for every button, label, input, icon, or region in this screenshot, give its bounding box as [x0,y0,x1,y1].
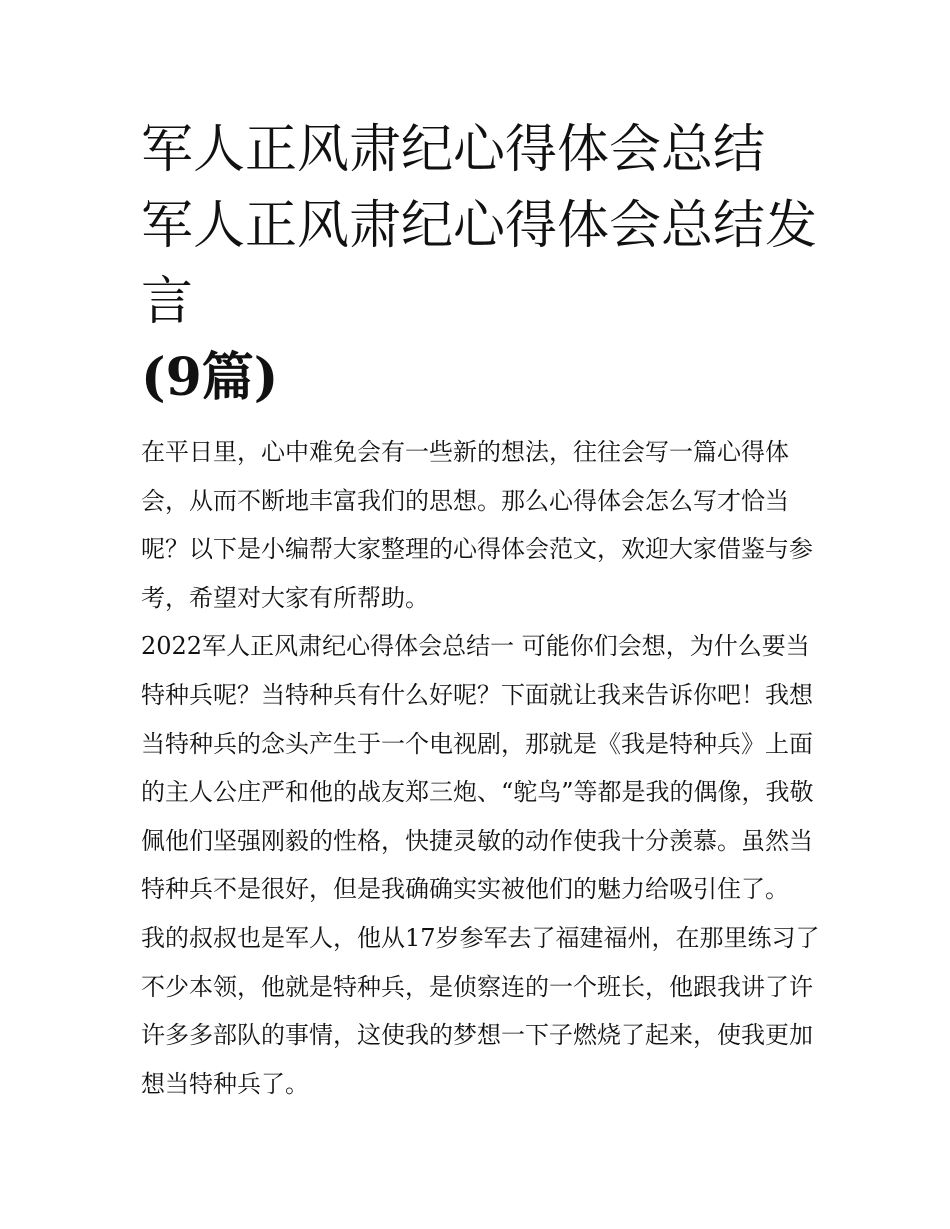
document-title [141,112,821,416]
paragraph-first: 2022军人正风肃纪心得体会总结一 可能你们会想，为什么要当特种兵呢？当特种兵有什么好呢？下面就让我来告诉你吧！我想当特种兵的念头产生于一个电视剧，那就是《我是特种兵》上面的主人公庄严和他的战友郑三炮、“鸵鸟”等都是我的偶像，我敬佩他们坚强刚毅的性格，快捷灵敏的动作使我十分羡慕。虽然当特种兵不是很好，但是我确确实实被他们的魅力给吸引住了。 [141,632,814,904]
paragraph-intro: 在平日里，心中难免会有一些新的想法，往往会写一篇心得体会，从而不断地丰富我们的思想。那么心得体会怎么写才恰当呢？以下是小编帮大家整理的心得体会范文，欢迎大家借鉴与参考，希望对大家有所帮助。 [141,438,813,612]
title-main: 军人正风肃纪心得体会总结 军人正风肃纪心得体会总结发言 [141,120,818,332]
title-count: (9篇) [141,347,279,408]
paragraph-second: 我的叔叔也是军人，他从17岁参军去了福建福州，在那里练习了不少本领，他就是特种兵，是侦察连的一个班长，他跟我讲了许许多多部队的事情，这使我的梦想一下子燃烧了起来，使我更加想当特种兵了。 [141,923,820,1098]
document-content [141,112,821,1108]
